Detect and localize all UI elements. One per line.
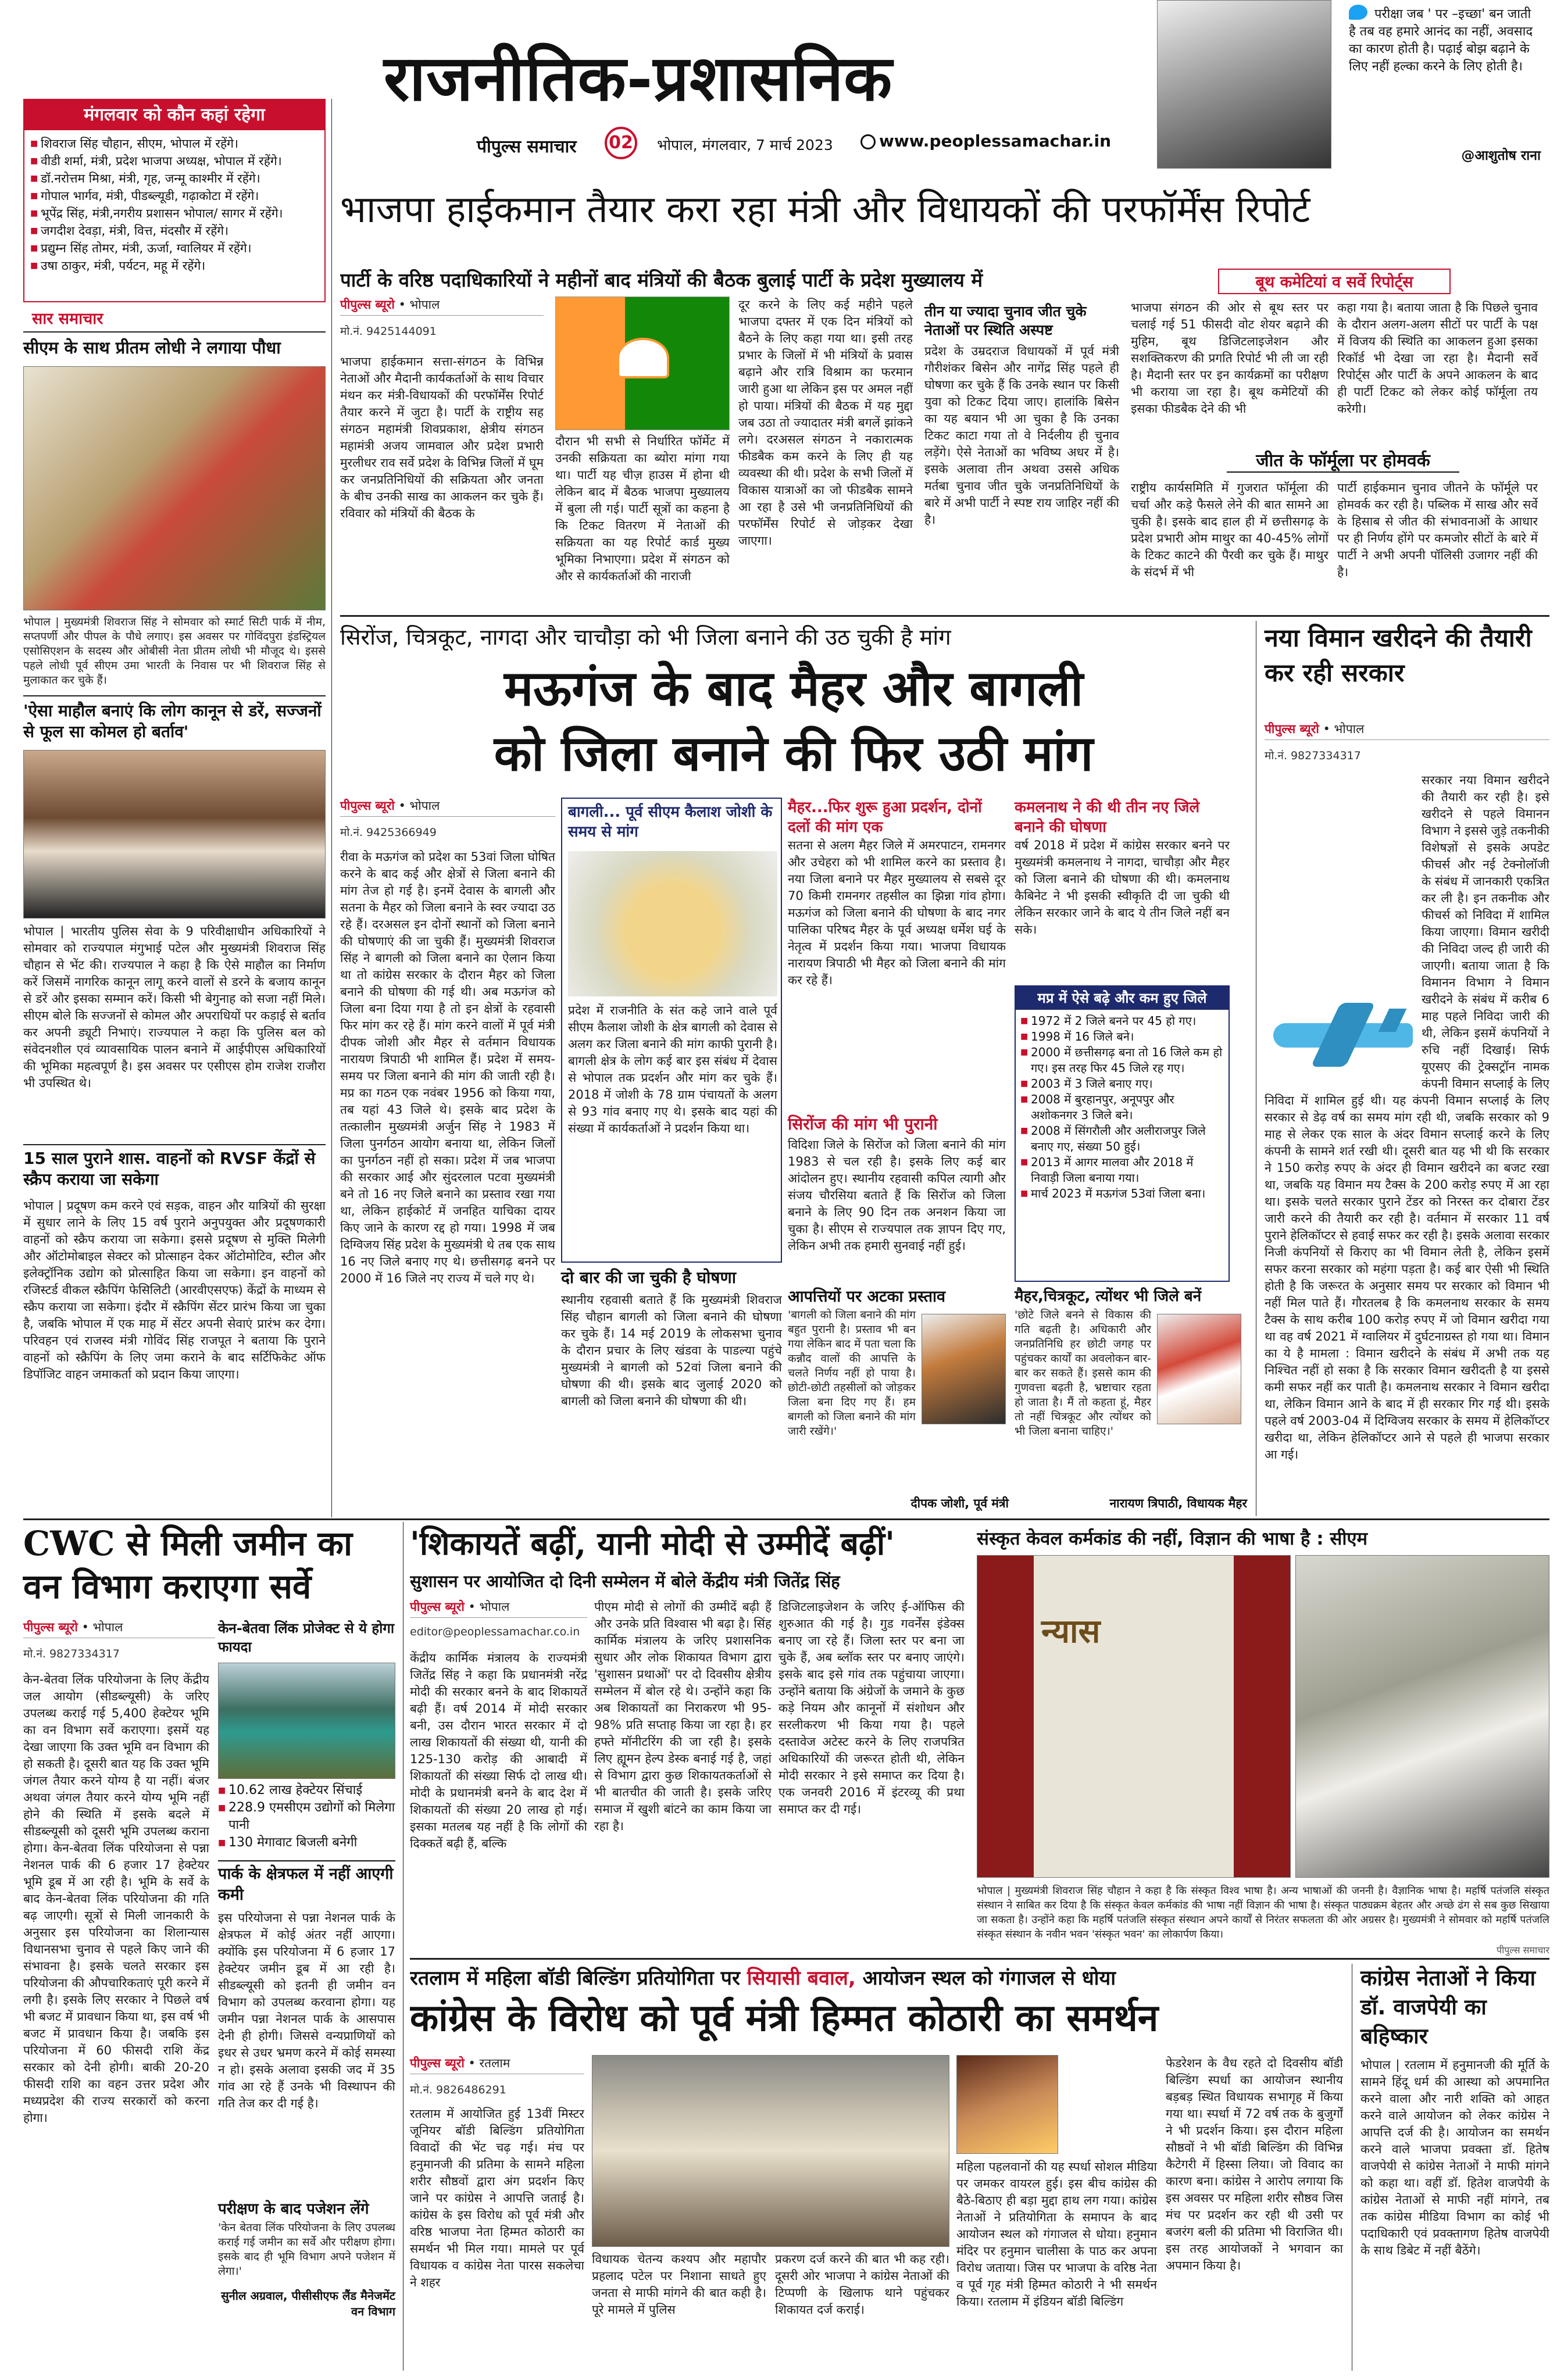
- pariksha-body: 'केन बेतवा लिंक परियोजना के लिए उपलब्ध कराई गई जमीन का सर्वे और परीक्षण होगा। इसके बाद ही भूमि विभाग अपने पजेशन में लेगा।': [218, 2221, 395, 2278]
- brief-caption: भोपाल | मुख्यमंत्री शिवराज सिंह ने सोमवार को स्मार्ट सिटी पार्क में नीम, सप्तपर्णी और पीपल के पौधे लगाए। इस अवसर पर गोविंदपुरा इंडस्ट्रियल एसोसिएशन के सदस्य और ओबीसी नेता प्रीतम लोधी भी मौजूद थे। इससे पहले लोधी पूर्व सीएम उमा भारती के निवास पर भी शिवराज सिंह से मुलाकात कर चुके हैं।: [23, 616, 326, 687]
- ips-officers-photo: [23, 750, 326, 919]
- timeline-list: [1016, 1010, 1229, 1205]
- divider: [23, 1518, 1549, 1520]
- joshi-caption: दीपक जोशी, पूर्व मंत्री: [910, 1496, 1009, 1510]
- page-section-title: राजनीतिक-प्रशासनिक: [384, 42, 893, 115]
- vimaan-body: सरकार नया विमान खरीदने की तैयारी कर रही है। इसे खरीदने से पहले विमानन विभाग ने इससे जुड़े तकनीकी विशेषज्ञों से इसके अपडेट फीचर्स और नई टेक्नोलॉजी के संबंध में जानकारी एकत्रित कर ली है। इन तकनीक और फीचर्स को निविदा में शामिल किया जाएगा। विमान खरीदी की निविदा जल्द ही जारी की जाएगी। बताया जाता है कि विमानन विभाग ने विमान खरीदने के संबंध में करीब 6 माह पहले निविदा जारी की थी, लेकिन इसमें कंपनियों ने रुचि नहीं दिखाई। सिर्फ यूएसए की ट्रेक्सट्रॉन नामक कंपनी विमान सप्लाई के लिए निविदा में शामिल हुई थी। यह कंपनी विमान सप्लाई के लिए सरकार से डेढ़ वर्ष का समय मांग रही थी, जबकि सरकार को 9 माह से लेकर एक साल के अंदर विमान सप्लाई करने के लिए कंपनी के सामने शर्त रखी थी। दूसरी बात यह भी थी कि सरकार ने 150 करोड़ रुपए के अंदर ही विमान खरीदने का बजट रखा था, जबकि यह विमान मय टैक्स के 200 करोड़ रुपए में आ रहा था। इसके चलते सरकार पुराने टेंडर को निरस्त कर दोबारा टेंडर जारी करने की तैयारी कर रही है। वर्तमान में सरकार 11 वर्ष पुराने हेलिकॉप्टर से हवाई सफर कर रही है। इसके अलावा सरकार निजी कंपनियों से किराए का भी विमान लेती है, लेकिन इसमें सफर करना सरकार को महंगा पड़ता है। कई बार ऐसी भी स्थिति होती है कि जरूरत के अनुसार समय पर सरकार को विमान भी नहीं मिल पाते हैं। गौरतलब है कि कमलनाथ सरकार के समय टैक्स के साथ करीब 100 करोड़ रुपए में जो विमान खरीदा गया था वह वर्ष 2021 में ग्वालियर में दुर्घटनाग्रस्त हो गया था। विमान का ये है मामला : विमान खरीदने के संबंध में अभी तक यह निश्चित नहीं हो सका है कि सरकार विमान खरीदती है या इससे कमी सफर नहीं कर पाती है। कमलनाथ सरकार ने विमान खरीदा था, लेकिन विमान आने के बाद में ही सरकार गिर गई थी। इसके पहले वर्ष 2003-04 में दिग्विजय सरकार के समय में हेलिकॉप्टर खरीदा था, लेकिन हेलिकॉप्टर आने से पहले ही भाजपा सरकार आ गई।: [1265, 773, 1549, 1461]
- cwc-box-head: केन-बेतवा लिंक प्रोजेक्ट से ये होगा फायदा: [218, 1620, 395, 1655]
- list-item: ■ शिवराज सिंह चौहान, सीएम, भोपाल में रहेंगे।: [30, 135, 319, 152]
- page-number: 02: [605, 127, 637, 159]
- vajpeyi-body: भोपाल | रतलाम में हनुमानजी की मूर्ति के सामने हिंदू धर्म की आस्था को अपमानित करने वाला और नारी शक्ति को आहत करने वाले आयोजन को लेकर कांग्रेस ने आपत्ति दर्ज की है। आयोजन का समर्थन करने वाले भाजपा प्रवक्ता डॉ. हितेष वाजपेयी से कांग्रेस नेताओं ने माफी मांगने को कहा था। वहीं डॉ. हितेश वाजपेयी के कांग्रेस नेताओं से माफी नहीं मांगने, तब तक कांग्रेस मीडिया विभाग का कोई भी पदाधिकारी एवं प्रवक्तागण हितेष वाजपेयी के साथ डिबेट में नहीं बैठेंगे।: [1360, 2058, 1549, 2257]
- cwc-headline: [23, 1522, 395, 1608]
- booth-col1: भाजपा संगठन की ओर से बूथ स्तर पर चलाई गई 51 फीसदी वोट शेयर बढ़ाने की मुहिम, बूथ डिजिटलाइजेशन और सशक्तिकरण की प्रगति रिपोर्ट भी ली जा रही है। मैदानी स्तर पर इन कार्यक्रमों का परीक्षण भी कराया जा रहा है। बूथ कमेटियों की इसका फीडबैक देने की भी: [1131, 301, 1329, 416]
- ratlam-kicker-b: सियासी बवाल,: [747, 1967, 856, 1990]
- byline-bureau: पीपुल्स ब्यूरो: [1265, 722, 1319, 736]
- pariksha-head: परीक्षण के बाद पजेशन लेंगे: [218, 2200, 369, 2218]
- lead-side-head: तीन या ज्यादा चुनाव जीत चुके नेताओं पर स्थिति अस्पष्ट: [924, 303, 1087, 338]
- maihar-headline-line2: को जिला बनाने की फिर उठी मांग: [494, 724, 1094, 782]
- byline-bureau: पीपुल्स ब्यूरो: [410, 2056, 465, 2070]
- paper-name: पीपुल्स समाचार: [477, 137, 577, 157]
- tripathi-caption: नारायण त्रिपाठी, विधायक मैहर: [1109, 1496, 1247, 1510]
- bagli-map: [568, 851, 777, 996]
- lead-col1: भाजपा हाईकमान सत्ता-संगठन के विभिन्न नेताओं और मैदानी कार्यकर्ताओं के साथ विचार मंथन कर मंत्री-विधायकों की परफॉर्मेंस रिपोर्ट तैयार करने में जुटा है। पार्टी के राष्ट्रीय सह संगठन महामंत्री शिवप्रकाश, क्षेत्रीय संगठन महामंत्री अजय जामवाल और प्रदेश प्रभारी मुरलीधर राव सर्वे प्रदेश के विभिन्न जिलों में घूम कर जनप्रतिनिधियों की सक्रियता और जनता के बीच उनकी साख का आकलन कर चुके हैं। रविवार को मंत्रियों की बैठक के: [340, 355, 544, 520]
- jeet-col1: राष्ट्रीय कार्यसमिति में गुजरात फॉर्मूला की चर्चा और कड़े फैसले लेने की बात सामने आ चुकी है। इसके बाद हाल ही में छत्तीसगढ़ के प्रदेश प्रभारी ओम माथुर का 40-45% लोगों के टिकट काटने की पैरवी कर चुके हैं। माथुर के संदर्भ में भी: [1131, 481, 1329, 579]
- list-item: ■ डॉ.नरोत्तम मिश्रा, मंत्री, गृह, जन्मू काश्मीर में रहेंगे।: [30, 170, 319, 187]
- byline-city: भोपाल: [92, 1620, 123, 1634]
- plantation-photo: [23, 366, 326, 610]
- byline-city: भोपाल: [409, 298, 440, 312]
- maihar-byline: पीपुल्स ब्यूरो • भोपाल: [340, 798, 555, 817]
- deepak-joshi-photo: [922, 1314, 1006, 1424]
- timeline-item: ■ 1972 में 2 जिले बनने पर 45 हो गए।: [1020, 1013, 1224, 1029]
- shikayat-email[interactable]: editor@peoplessamachar.co.in: [410, 1625, 580, 1638]
- kamal-body: वर्ष 2018 में प्रदेश में कांग्रेस सरकार बनने पर मुख्यमंत्री कमलनाथ ने नागदा, चाचौड़ा और मैहर को जिला बनाने की घोषणा की थी। कमलनाथ कैबिनेट ने भी इसकी स्वीकृति दी जा चुकी थी लेकिन सरकार जाने के बाद ये तीन जिले नहीं बन सके।: [1015, 838, 1230, 937]
- divider: [340, 615, 1549, 617]
- column-rule: [331, 99, 332, 1517]
- park-head: पार्क के क्षेत्रफल में नहीं आएगी कमी: [218, 1860, 395, 1906]
- byline-bureau: पीपुल्स ब्यूरो: [340, 799, 395, 813]
- bagli-body: प्रदेश में राजनीति के संत कहे जाने वाले पूर्व सीएम कैलाश जोशी के क्षेत्र बागली को देवास से अलग कर जिला बनाने की मांग काफी पुरानी है। बागली क्षेत्र के लोग कई बार इस संबंध में देवास से भोपाल तक प्रदर्शन और मांग कर चुके हैं। 2018 में जोशी के 78 ग्राम पंचायतों के अलग से 93 गांव बनाए गए थे। इसके बाद यहां की संख्या में कार्यकर्ताओं ने प्रदर्शन किया था।: [568, 1003, 777, 1135]
- cwc-mobile: मो.नं. 9827334317: [23, 1648, 120, 1660]
- bagli-head: बागली... पूर्व सीएम कैलाश जोशी के समय से मांग: [568, 803, 773, 841]
- chitra-body: 'छोटे जिले बनने से विकास की गति बढ़ती है। अधिकारी और जनप्रतिनिधि हर छोटी जगह पर पहुंचकर कार्यों का अवलोकन बार-बार कर सकते हैं। इससे काम की गुणवत्ता बढ़ती है, भ्रष्टाचार रहता हो जाता है। मैं तो कहता हूं, मैहर तो नहीं चित्रकूट और त्योंथर को भी जिला बनाना चाहिए।': [1015, 1309, 1151, 1438]
- lead-subhead: पार्टी के वरिष्ठ पदाधिकारियों ने महीनों बाद मंत्रियों की बैठक बुलाई पार्टी के प्रदेश मुख्यालय में: [340, 269, 983, 291]
- ratlam-col1: रतलाम में आयोजित हुई 13वीं मिस्टर जूनियर बॉडी बिल्डिंग प्रतियोगिता विवादों की भेंट चढ़ गई। मंच पर हनुमानजी की प्रतिमा के सामने महिला शरीर सौष्ठवों द्वारा अंग प्रदर्शन किए जाने पर कांग्रेस ने आपत्ति जताई है। कांग्रेस के इस विरोध को पूर्व मंत्री और वरिष्ठ भाजपा नेता हिम्मत कोठारी का समर्थन भी मिल गया। मामले पर पूर्व विधायक व कांग्रेस नेता पारस सकलेचा ने शहर: [410, 2107, 584, 2289]
- ratlam-col5: फेडरेशन के वैध रहते दो दिवसीय बॉडी बिल्डिंग स्पर्धा का आयोजन स्थानीय बड़बड़ स्थित विधायक सभागृह में किया गया था। स्पर्धा में 72 वर्ष तक के बुजुर्गों ने भी प्रदर्शन किया। इस दौरान महिला सौष्ठवों ने भी बॉडी बिल्डिंग की विभिन्न कैटेगरी में हिस्सा लिया। जो विवाद का कारण बना। कांग्रेस ने आरोप लगाया कि इस अवसर पर महिला शरीर सौष्ठव जिस मंच पर प्रदर्शन कर रही थी उसी पर बजरंग बली की प्रतिमा भी विराजित थी। इस तरह आयोजकों ने भगवान का अपमान किया है।: [1166, 2056, 1343, 2272]
- siron-head: सिरोंज की मांग भी पुरानी: [788, 1114, 938, 1134]
- narayan-tripathi-photo: [1157, 1314, 1241, 1424]
- ghoshna-body: स्थानीय रहवासी बताते हैं कि मुख्यमंत्री शिवराज सिंह चौहान बागली को जिला बनाने की घोषणा कर चुके हैं। 14 मई 2019 के लोकसभा चुनाव के दौरान प्रचार के लिए खंडवा के पाडल्या पहुंचे मुख्यमंत्री ने बागली को 52वां जिला बनाने की घोषणा की थी। इसके बाद जुलाई 2020 को बागली को जिला बनाने की घोषणा की थी।: [561, 1293, 782, 1408]
- list-item: ■ उषा ठाकुर, मंत्री, पर्यटन, महू में रहेंगे।: [30, 257, 319, 274]
- ghoshna-head: दो बार की जा चुकी है घोषणा: [561, 1268, 736, 1287]
- divider: [23, 331, 326, 333]
- sidebar-schedule: [23, 99, 326, 302]
- maihar-kicker: सिरोंज, चित्रकूट, नागदा और चाचौड़ा को भी जिला बनाने की उठ चुकी है मांग: [340, 624, 951, 650]
- ratlam-headline: कांग्रेस के विरोध को पूर्व मंत्री हिम्मत कोठारी का समर्थन: [410, 1996, 1159, 2040]
- quote-author: @आशुतोष राना: [1461, 148, 1541, 163]
- siron-body: विदिशा जिले के सिरोंज को जिला बनाने की मांग 1983 से चल रही है। इसके लिए कई बार आंदोलन हुए। स्थानीय रहवासी कपिल त्यागी और संजय चौरसिया बताते हैं कि सिरोंज को जिला बनाने के लिए 90 दिन तक अनशन किया जा चुका है। सीएम से राज्यपाल तक ज्ञापन दिए गए, लेकिन अभी तक हमारी सुनवाई नहीं हुई।: [788, 1138, 1006, 1253]
- river-photo: [218, 1663, 395, 1779]
- divider: [23, 695, 326, 696]
- brief-body: भोपाल | भारतीय पुलिस सेवा के 9 परिवीक्षाधीन अधिकारियों ने सोमवार को राज्यपाल मंगुभाई पटेल और मुख्यमंत्री शिवराज सिंह चौहान से भेंट की। राज्यपाल ने कहा है कि ऐसे माहौल का निर्माण करें जिसमें नागरिक कानून लागू करने वालों से डरने के बजाय कानून से डरें और इसका सम्मान करें। किसी भी बेगुनाह को सजा नहीं मिले। सीएम बोले कि सज्जनों से कोमल और अपराधियों पर कड़ाई से बर्ताव कर अपनी ड्यूटी निभाएं। राज्यपाल ने कहा कि पुलिस बल को संवेदनशील एवं व्यावसायिक पालन बनाने में आईपीएस अधिकारियों की भूमिका महत्वपूर्ण है। इस अवसर पर एसीएस होम राजेश राजौरा भी उपस्थित थे।: [23, 924, 326, 1090]
- website-text: www.peoplessamachar.in: [879, 131, 1112, 151]
- kamal-head: कमलनाथ ने की थी तीन नए जिले बनाने की घोषणा: [1015, 799, 1200, 836]
- park-body: इस परियोजना से पन्ना नेशनल पार्क के क्षेत्रफल में कोई अंतर नहीं आएगा। क्योंकि इस परियोजना में 6 हजार 17 हेक्टेयर जमीन डूब में आ रही है। सीडब्ल्यूसी को इतनी ही जमीन वन विभाग को उपलब्ध करवाना होगा। यह जमीन पन्ना नेशनल पार्क के आसपास देनी ही होगी। जिससे वन्यप्राणियों को इधर से उधर भ्रमण करने में कोई समस्या न हो। इसके अलावा इसकी जद में 35 गांव आ रहे हैं उनके भी विस्थापन की गति तेज कर दी गई है।: [218, 1911, 395, 2110]
- ratlam-kicker-c: आयोजन स्थल को गंगाजल से धोया: [862, 1967, 1116, 1990]
- photo-credit: पीपुल्स समाचार: [1496, 1945, 1549, 1956]
- booth-head: बूथ कमेटियां व सर्वे रिपोर्ट्स: [1218, 269, 1451, 294]
- list-item: ■ भूपेंद्र सिंह, मंत्री,नगरीय प्रशासन भोपाल/ सागर में रहेंगे।: [30, 205, 319, 222]
- maihar-col1: रीवा के मऊगंज को प्रदेश का 53वां जिला घोषित करने के बाद कई और क्षेत्रों से जिला बनाने की मांग तेज हो गई है। इनमें देवास के बागली और सतना के मैहर को जिला बनाने के स्वर ज्यादा उठ रहे हैं। दरअसल इन दोनों स्थानों को जिला बनाने की घोषणाएं की जा चुकी हैं। मुख्यमंत्री शिवराज सिंह ने बागली को जिला बनाने का ऐलान किया था तो कांग्रेस सरकार के दौरान मैहर को जिला बनाने की घोषणा की गई थी। अब मऊगंज को जिला बना दिया गया है तो इन क्षेत्रों के रहवासी फिर मांग कर रहे हैं। मांग करने वालों में पूर्व मंत्री दीपक जोशी और मैहर से वर्तमान विधायक नारायण त्रिपाठी भी शामिल हैं। प्रदेश में समय-समय पर जिला बनाने की मांग की जाती रही है। मप्र का गठन एक नवंबर 1956 को किया गया, तब यहां 43 जिले थे। इसके बाद प्रदेश के तत्कालीन मुख्यमंत्री अर्जुन सिंह ने 1983 में जिला पुनर्गठन आयोग बनाया था, लेकिन जिलों का पुनर्गठन नहीं हो सका। प्रदेश में जब भाजपा की सरकार आई और सुंदरलाल पटवा मुख्यमंत्री बने तो 16 नए जिले बनाने का प्रस्ताव रखा गया था, लेकिन हाईकोर्ट में जनहित याचिका दायर किए जाने के कारण रद्द हो गया। 1998 में जब दिग्विजय सिंह प्रदेश के मुख्यमंत्री थे तब एक साथ 16 नए जिले बनाए गए थे। छत्तीसगढ़ बनने पर 2000 में 16 जिले नए राज्य में चले गए थे।: [340, 850, 555, 1285]
- maihar-headline-line1: मऊगंज के बाद मैहर और बागली: [503, 659, 1084, 717]
- byline-city: भोपाल: [409, 799, 440, 813]
- jeet-head: जीत के फॉर्मूला पर होमवर्क: [1227, 448, 1459, 473]
- chitra-head: मैहर,चित्रकूट, त्योंथर भी जिले बनें: [1015, 1288, 1202, 1305]
- byline-city: रतलाम: [479, 2056, 510, 2070]
- bjp-logo: [555, 296, 730, 430]
- shikayat-col2: पीएम मोदी से लोगों की उम्मीदें बढ़ी हैं और उनके प्रति विश्वास भी बढ़ा है। सिंह कार्मिक मंत्रालय के जरिए प्रशासनिक सुधार और लोक शिकायत विभाग द्वारा 'सुशासन प्रथाओं' पर दो दिवसीय क्षेत्रीय सम्मेलन में बोल रहे थे। उन्होंने कहा कि अब शिकायतों का निराकरण भी 95-98% प्रति सप्ताह किया जा रहा है। हर हफ्ते मॉनीटरिंग की जा रही है। इसके लिए ह्यूमन हेल्प डेस्क बनाई गई है, जहां से विभाग द्वारा कुछ शिकायतकर्ताओं से भी बातचीत की जाती है। इसके जरिए समाज में खुशी बांटने का काम किया जा रहा है।: [594, 1600, 772, 1833]
- author-portrait: [1157, 0, 1331, 169]
- list-item: ■ गोपाल भार्गव, मंत्री, पीडब्ल्यूडी, गढ़ाकोटा में रहेंगे।: [30, 187, 319, 205]
- list-item: ■ वीडी शर्मा, मंत्री, प्रदेश भाजपा अध्यक्ष, भोपाल में रहेंगे।: [30, 152, 319, 170]
- ratlam-mobile: मो.नं. 9826486291: [410, 2084, 506, 2096]
- ratlam-col3: प्रकरण दर्ज करने की बात भी कह रही। दूसरी ओर भाजपा ने कांग्रेस नेताओं की टिप्पणी के खिलाफ थाने पहुंचकर शिकायत दर्ज कराई।: [775, 2252, 949, 2317]
- byline-bureau: पीपुल्स ब्यूरो: [23, 1620, 78, 1634]
- lead-byline: पीपुल्स ब्यूरो • भोपाल: [340, 296, 544, 316]
- divider: [410, 1958, 1549, 1960]
- cm-inauguration-photo: [1295, 1555, 1549, 1878]
- byline-city: भोपाल: [479, 1600, 510, 1614]
- timeline-item: ■ 2008 में सिंगरौली और अलीराजपुर जिले बनाए गए, संख्या 50 हुई।: [1020, 1123, 1224, 1155]
- benefit-item: ■ 10.62 लाख हेक्टेयर सिंचाई: [218, 1782, 395, 1799]
- cwc-headline-line1: CWC से मिली जमीन का: [23, 1524, 352, 1563]
- cwc-body: केन-बेतवा लिंक परियोजना के लिए केंद्रीय जल आयोग (सीडब्ल्यूसी) के जरिए उपलब्ध कराई गई 5,400 हेक्टेयर भूमि का वन विभाग सर्वे कराएगा। इसमें यह देखा जाएगा कि उक्त भूमि वन विभाग की हो सकती है। दूसरी बात यह कि उक्त भूमि जंगल तैयार करने योग्य है या नहीं। बंजर अथवा जंगल तैयार करने योग्य भूमि नहीं होने की स्थिति में इसके बदले में सीडब्ल्यूसी को दूसरी भूमि उपलब्ध कराना होगा। केन-बेतवा लिंक परियोजना से पन्ना नेशनल पार्क की 6 हजार 17 हेक्टेयर भूमि डूब में आ रही है। भूमि के सर्वे के बाद केन-बेतवा लिंक परियोजना की गति बढ़ जाएगी। सूत्रों से मिली जानकारी के अनुसार इस परियोजना का शिलान्यास विधानसभा चुनाव से पहले किए जाने की संभावना है। इसके चलते सरकार इस परियोजना की औपचारिकताएं पूरी करने में लगी है। इसके लिए सरकार ने पिछले वर्ष भी बजट में प्रावधान किया था, इस वर्ष भी बजट में प्रावधान किया है। जबकि इस परियोजना में 60 फीसदी राशि केंद्र सरकार को देनी होगी। बाकी 20-20 फीसदी राशि का वहन उत्तर प्रदेश और मध्यप्रदेश की राज्य सरकारों को करना होगा।: [23, 1673, 209, 2125]
- timeline-item: ■ 1998 में 16 जिले बने।: [1020, 1029, 1224, 1045]
- website-link[interactable]: [860, 131, 1111, 151]
- shikayat-byline: पीपुल्स ब्यूरो • भोपाल: [410, 1599, 587, 1618]
- sanskrit-caption: भोपाल | मुख्यमंत्री शिवराज सिंह चौहान ने कहा है कि संस्कृत विश्व भाषा है। अन्य भाषाओं की जननी है। वैज्ञानिक भाषा है। महर्षि पतंजलि संस्कृत संस्थान ने साबित कर दिया है कि संस्कृत केवल कर्मकांड की भाषा नहीं विज्ञान की भाषा है। संस्कृत पाठ्यक्रम बेहतर और अच्छे ढंग से सब कुछ सिखाया जा सकता है। उन्होंने कहा कि महर्षि पतंजलि संस्कृत संस्थान अपने कार्यों से निरंतर सफलता की ओर अग्रसर है। मुख्यमंत्री ने सोमवार को महर्षि पतंजलि संस्कृत संस्थान के नवीन भवन 'संस्कृत भवन' का लोकार्पण किया।: [977, 1885, 1549, 1941]
- shikayat-col3: डिजिटलाइजेशन के जरिए ई-ऑफिस की शुरुआत की गई है। गुड गवर्नेंस इंडेक्स बनाए जा रहे हैं। जिला स्तर पर बना जा चुके हैं, अब ब्लॉक स्तर पर बनाए जाएंगे। इसके बाद इसे गांव तक पहुंचाया जाएगा। उन्होंने बताया कि अंग्रेजों के जमाने के कुछ कड़े नियम और कानूनों में संशोधन और सरलीकरण भी किया गया है। पहले दस्तावेज अटेस्ट करने के लिए राजपत्रित अधिकारियों की जरूरत होती थी, लेकिन मोदी सरकार ने इसे समाप्त कर दिया है। एक जनवरी 2016 में इंटरव्यू की प्रथा समाप्त कर दी गई।: [779, 1600, 965, 1816]
- maihar-sub-body: सतना से अलग मैहर जिले में अमरपाटन, रामनगर और उचेहरा को भी शामिल करने का प्रस्ताव है। नया जिला बनाने पर मैहर मुख्यालय से सबसे दूर 70 किमी रामनगर तहसील का झिन्ना गांव होगा। मऊगंज को जिला बनाने की घोषणा के बाद नगर पालिका परिषद मैहर के पूर्व अध्यक्ष धर्मेश घई के नेतृत्व में प्रदर्शन किया गया। भाजपा विधायक नारायण त्रिपाठी भी मैहर को जिला बनाने की मांग कर रहे हैं।: [788, 838, 1006, 987]
- lead-mobile: मो.नं. 9425144091: [340, 325, 437, 338]
- byline-city: भोपाल: [1334, 722, 1365, 736]
- booth-col2: कहा गया है। बताया जाता है कि पिछले चुनाव के दौरान अलग-अलग सीटों पर पार्टी के पक्ष में विजय की स्थिति का आकलन हुआ इसका रिकॉर्ड भी देखा जा रहा है। मैदानी सर्वे रिपोर्ट्स और पार्टी के अपने आकलन के बाद ही पार्टी टिकट को लेकर कोई फॉर्मूला तय करेगी।: [1337, 301, 1538, 416]
- schedule-title: मंगलवार को कौन कहां रहेगा: [24, 100, 324, 130]
- cwc-byline: पीपुल्स ब्यूरो • भोपाल: [23, 1619, 215, 1638]
- maihar-headline: [340, 656, 1247, 786]
- timeline-item: ■ मार्च 2023 में मऊगंज 53वां जिला बना।: [1020, 1186, 1224, 1202]
- ratlam-kicker: [410, 1964, 1259, 1991]
- timeline-item: ■ 2000 में छत्तीसगढ़ बना तो 16 जिले कम हो गए। इस तरह फिर 45 जिले रह गए।: [1020, 1045, 1224, 1076]
- divider: [23, 1144, 326, 1145]
- ratlam-col2: विधायक चेतन्य कश्यप और महापौर प्रहलाद पटेल पर निशाना साधते हुए जनता से माफी मांगने की बात कही है। पूरे मामले में पुलिस: [592, 2252, 766, 2317]
- page-date: भोपाल, मंगलवार, 7 मार्च 2023: [657, 137, 833, 153]
- ratlam-col4: महिला पहलवानों की यह स्पर्धा सोशल मीडिया पर जमकर वायरल हुई। इस बीच कांग्रेस की बैठे-बिठाए ही बड़ा मुद्दा हाथ लग गया। कांग्रेस नेताओं ने प्रतियोगिता के समापन के बाद आयोजन स्थल को गंगाजल से धोया। हनुमान मंदिर पर हनुमान चालीसा के पाठ कर अपना विरोध जताया। जिस पर भाजपा के वरिष्ठ नेता व पूर्व गृह मंत्री हिम्मत कोठारी ने भी समर्थन किया। रतलाम में इंडियन बॉडी बिल्डिंग: [956, 2160, 1157, 2308]
- bagli-box: [561, 798, 782, 1263]
- benefit-item: ■ 130 मेगावाट बिजली बनेगी: [218, 1834, 395, 1852]
- plaque-text: न्यास: [1041, 1613, 1101, 1650]
- list-item: ■ प्रद्युम्न सिंह तोमर, मंत्री, ऊर्जा, ग्वालियर में रहेंगे।: [30, 240, 319, 257]
- cwc-headline-line2: वन विभाग कराएगा सर्वे: [23, 1567, 312, 1606]
- byline-bureau: पीपुल्स ब्यूरो: [410, 1600, 465, 1614]
- timeline-item: ■ 2003 में 3 जिले बनाए गए।: [1020, 1076, 1224, 1092]
- timeline-box: [1015, 985, 1230, 1282]
- timeline-head: मप्र में ऐसे बढ़े और कम हुए जिले: [1016, 987, 1229, 1010]
- sanskrit-plaque-photo: [977, 1555, 1291, 1878]
- maihar-mobile: मो.नं. 9425366949: [340, 826, 437, 839]
- shikayat-subhead: सुशासन पर आयोजित दो दिनी सम्मेलन में बोले केंद्रीय मंत्री जितेंद्र सिंह: [410, 1571, 840, 1591]
- benefit-item: ■ 228.9 एमसीएम उद्योगों को मिलेगा पानी: [218, 1799, 395, 1834]
- brief-headline: 15 साल पुराने शास. वाहनों को RVSF केंद्रों से स्क्रैप कराया जा सकेगा: [23, 1149, 316, 1189]
- lead-headline: भाजपा हाईकमान तैयार करा रहा मंत्री और विधायकों की परफॉर्मेंस रिपोर्ट: [340, 188, 1310, 231]
- vimaan-headline: नया विमान खरीदने की तैयारी कर रही सरकार: [1265, 624, 1532, 688]
- lead-col3: दूर करने के लिए कई महीने पहले भाजपा दफ्तर में एक दिन मंत्रियों को बैठने के लिए कहा गया था। इसी तरह प्रभार के जिलों में भी मंत्रियों के प्रवास बढ़ाने और रात्रि विश्राम का फरमान जारी हुआ था लेकिन इस पर अमल नहीं हो पाया। मंत्रियों की बैठक में यह मुद्दा जब उठा तो ज्यादातर मंत्री बगलें झांकने लगे। दरअसल संगठन ने नकारात्मक फीडबैक कम करने के लिए ही यह व्यवस्था की थी। प्रदेश के सभी जिलों में विकास यात्राओं का जो फीडबैक सामने आ रहा है उसे भी जनप्रतिनिधियों की परफॉर्मेंस रिपोर्ट से जोड़कर देखा जाएगा।: [738, 298, 913, 548]
- byline-bureau: पीपुल्स ब्यूरो: [340, 298, 395, 312]
- cwc-benefits: [218, 1782, 395, 1852]
- shikayat-col1: केंद्रीय कार्मिक मंत्रालय के राज्यमंत्री जितेंद्र सिंह ने कहा कि प्रधानमंत्री नरेंद्र मोदी की सरकार बनने के बाद शिकायतें बढ़ी हैं। वर्ष 2014 में मोदी सरकार बनी, उस दौरान भारत सरकार में दो लाख शिकायतों की संख्या थी, यानी की 125-130 करोड़ की आबादी में शिकायतों की संख्या सिर्फ दो लाख थी। मोदी के प्रधानमंत्री बनने के बाद देश में शिकायतों की संख्या 20 लाख हो गई। इसका मतलब यह नहीं है कि लोगों की दिक्कतें बढ़ी हैं, बल्कि: [410, 1651, 587, 1850]
- jeet-col2: पार्टी हाईकमान चुनाव जीतने के फॉर्मूले पर होमवर्क कर रही है। पब्लिक में साख और सर्वे के हिसाब से जीत की संभावनाओं के आधार पर ही निर्णय होंगे पर कमजोर सीटों के बारे में पार्टी ने अभी अपनी पॉलिसी उजागर नहीं की है।: [1337, 481, 1538, 579]
- pariksha-byline: सुनील अग्रवाल, पीसीसीएफ लैंड मैनेजमेंट वन विभाग: [221, 2289, 395, 2318]
- timeline-item: ■ 2008 में बुरहानपुर, अनूपपुर और अशोकनगर 3 जिले बने।: [1020, 1092, 1224, 1123]
- globe-icon: [860, 134, 876, 149]
- shikayat-headline: 'शिकायतें बढ़ीं, यानी मोदी से उम्मीदें बढ़ीं': [410, 1524, 895, 1562]
- saar-label: सार समाचार: [32, 310, 103, 328]
- lotus-icon: [617, 338, 669, 378]
- vimaan-mobile: मो.नं. 9827334317: [1265, 749, 1361, 762]
- ratlam-kicker-a: रतलाम में महिला बॉडी बिल्डिंग प्रतियोगिता पर: [410, 1967, 740, 1990]
- quote-box: [1157, 0, 1547, 174]
- brief-headline: सीएम के साथ प्रीतम लोधी ने लगाया पौधा: [23, 338, 281, 358]
- brief-headline: 'ऐसा माहौल बनाएं कि लोग कानून से डरें, सज्जनों से फूल सा कोमल हो बर्ताव': [23, 701, 322, 741]
- list-item: ■ जगदीश देवड़ा, मंत्री, वित्त, मंदसौर में रहेंगे।: [30, 222, 319, 240]
- apatti-body: 'बागली को जिला बनाने की मांग बहुत पुरानी है। प्रस्ताव भी बन गया लेकिन बाद में पता चला कि कन्नौद वालों की आपत्ति के चलते निर्णय नहीं हो पाया है। छोटी-छोटी तहसीलों को जोड़कर जिला बना दिए गए हैं। हम बागली को जिला बनाने की मांग जारी रखेंगे।': [788, 1309, 916, 1438]
- airplane-spacer: [1265, 987, 1422, 1080]
- lead-col2: दौरान भी सभी से निर्धारित फॉर्मेट में उनकी सक्रियता का ब्योरा मांगा गया था। पार्टी यह चीज़ हाउस में होना थी लेकिन बाद में बैठक भाजपा मुख्यालय में बुला ली गई। पार्टी सूत्रों का कहना है कि टिकट वितरण में नेताओं की सक्रियता का यह रिपोर्ट कार्ड मुख्य भूमिका निभाएगा। प्रदेश में संगठन को और से कार्यकर्ताओं की नाराजी: [555, 434, 730, 583]
- vajpeyi-headline: कांग्रेस नेताओं ने किया डॉ. वाजपेयी का बहिष्कार: [1360, 1966, 1536, 2049]
- bodybuilding-photo: [956, 2055, 1058, 2154]
- maihar-sub-head: मैहर...फिर शुरू हुआ प्रदर्शन, दोनों दलों की मांग एक: [788, 799, 982, 836]
- timeline-item: ■ 2013 में आगर मालवा और 2018 में निवाड़ी जिला बनाया गया।: [1020, 1155, 1224, 1186]
- ratlam-byline: पीपुल्स ब्यूरो • रतलाम: [410, 2055, 584, 2074]
- sanskrit-headline: संस्कृत केवल कर्मकांड की नहीं, विज्ञान की भाषा है : सीएम: [977, 1528, 1368, 1549]
- apatti-head: आपत्तियों पर अटका प्रस्ताव: [788, 1288, 946, 1306]
- quote-text: परीक्षा जब ' पर –इच्छा' बन जाती है तब वह हमारे आनंद का नहीं, अवसाद का कारण होती है। पढ़ाई बोझ बढ़ाने के लिए नहीं हल्का करने के लिए होती है।: [1349, 7, 1533, 74]
- vimaan-byline: पीपुल्स ब्यूरो • भोपाल: [1265, 721, 1549, 740]
- schedule-list: [24, 130, 324, 279]
- brief-body: भोपाल | प्रदूषण कम करने एवं सड़क, वाहन और यात्रियों की सुरक्षा में सुधार लाने के लिए 15 वर्ष पुराने अनुपयुक्त और प्रदूषणकारी वाहनों को स्क्रैप कराया जा सकेगा। इससे प्रदूषण से मुक्ति मिलेगी और ऑटोमोबाइल सेक्टर को प्रोत्साहन देकर ऑटोमोटिव, स्टील और इलेक्ट्रॉनिक उद्योग को प्रोत्साहित किया जा सकेगा। इन वाहनों को रजिस्टर्ड वीकल स्क्रैपिंग फेसिलिटी (आरवीएसएफ) केंद्रों के माध्यम से स्क्रैप कराया जा सकेगा। इंदौर में स्क्रैपिंग सेंटर प्रारंभ किया जा चुका है, जबकि भोपाल में एक माह में सेंटर अपनी सेवाएं प्रारंभ कर देगा। परिवहन एवं राजस्व मंत्री गोविंद सिंह राजपूत ने बताया कि पुराने वाहनों को स्क्रैपिंग के लिए जमा कराने के बाद सर्टिफिकेट ऑफ डिपॉजिट वाहन जमाकर्ता को प्रदान किया जाएगा।: [23, 1199, 326, 1381]
- lead-side-body: प्रदेश के उम्रदराज विधायकों में पूर्व मंत्री गौरीशंकर बिसेन और नागेंद्र सिंह पहले ही घोषणा कर चुके हैं कि उनके स्थान पर किसी युवा को टिकट दिया जाए। हालांकि बिसेन का यह बयान भी आ चुका है कि उनका टिकट काटा गया तो वे निर्दलीय ही चुनाव लड़ेंगे। ऐसे नेताओं का भविष्य अधर में है। इसके अलावा तीन अथवा उससे अधिक मर्तबा चुनाव जीत चुके जनप्रतिनिधियों के बारे में अभी पार्टी ने स्पष्ट राय जाहिर नहीं की है।: [924, 344, 1119, 527]
- protest-photo: [592, 2055, 949, 2247]
